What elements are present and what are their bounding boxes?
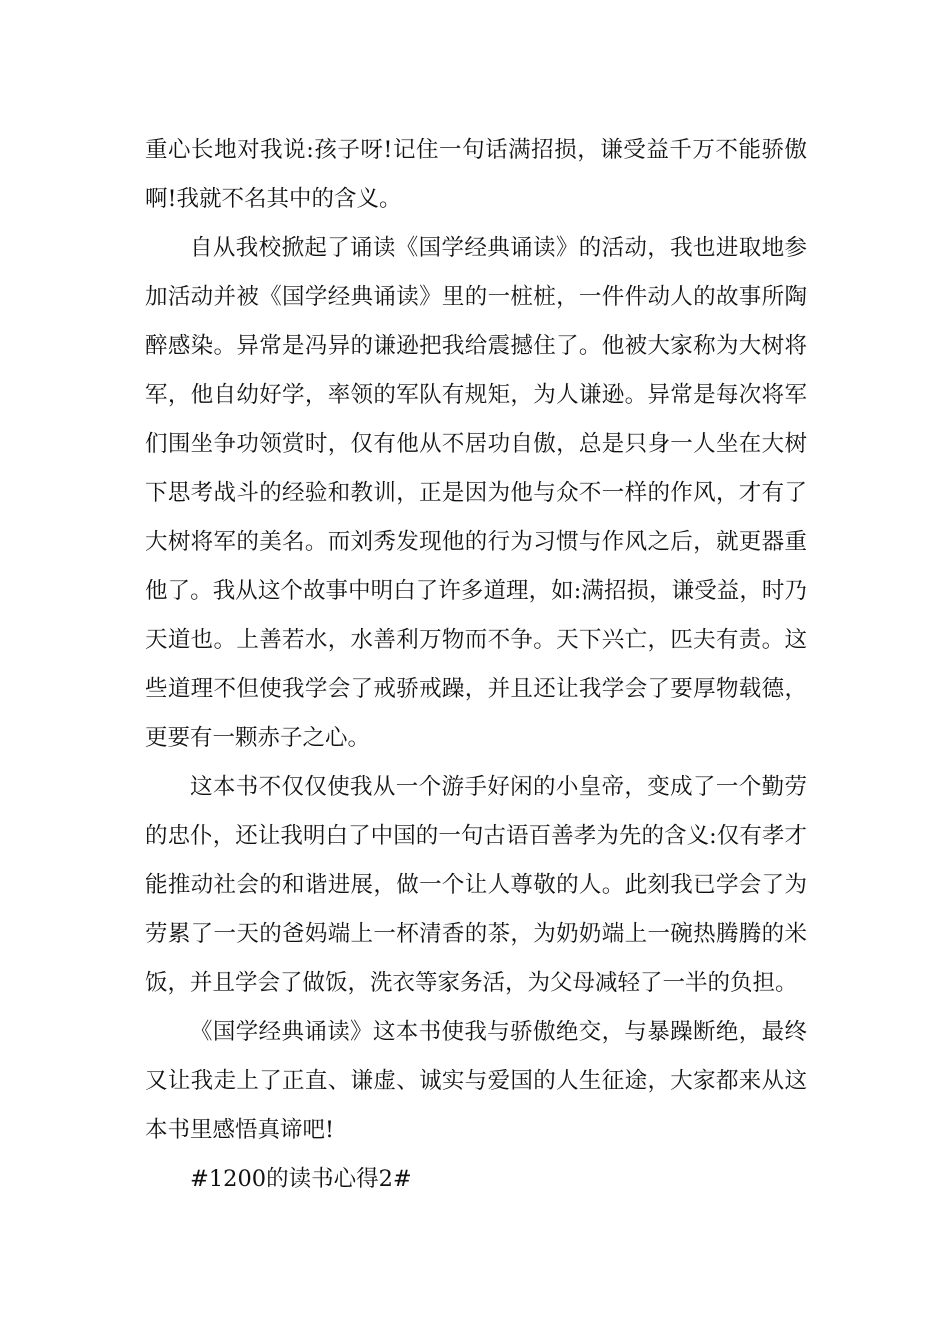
text-line: 些道理不但使我学会了戒骄戒躁，并且还让我学会了要厚物载德， — [145, 676, 807, 702]
text-line: 军，他自幼好学，率领的军队有规矩，为人谦逊。异常是每次将军 — [145, 382, 807, 408]
document-body — [145, 126, 807, 1204]
text-line: 天道也。上善若水，水善利万物而不争。天下兴亡，匹夫有责。这 — [145, 627, 807, 653]
text-line: 他了。我从这个故事中明白了许多道理，如:满招损，谦受益，时乃 — [145, 578, 807, 604]
text-line: 自从我校掀起了诵读《国学经典诵读》的活动，我也进取地参 — [190, 235, 807, 261]
text-line: 《国学经典诵读》这本书使我与骄傲绝交，与暴躁断绝，最终 — [190, 1019, 807, 1045]
text-line: 们围坐争功领赏时，仅有他从不居功自傲，总是只身一人坐在大树 — [145, 431, 807, 457]
text-line: 本书里感悟真谛吧! — [145, 1117, 335, 1143]
text-line: 重心长地对我说:孩子呀!记住一句话满招损，谦受益千万不能骄傲 — [145, 137, 807, 163]
text-line: 下思考战斗的经验和教训，正是因为他与众不一样的作风，才有了 — [145, 480, 807, 506]
text-line: 更要有一颗赤子之心。 — [145, 725, 371, 751]
text-line: 加活动并被《国学经典诵读》里的一桩桩，一件件动人的故事所陶 — [145, 284, 807, 310]
text-line: 啊!我就不名其中的含义。 — [145, 186, 402, 212]
text-line: 能推动社会的和谐进展，做一个让人尊敬的人。此刻我已学会了为 — [145, 872, 807, 898]
text-line: 劳累了一天的爸妈端上一杯清香的茶，为奶奶端上一碗热腾腾的米 — [145, 921, 807, 947]
text-line: 的忠仆，还让我明白了中国的一句古语百善孝为先的含义:仅有孝才 — [145, 823, 807, 849]
section-heading: #1200的读书心得2# — [190, 1166, 412, 1192]
text-line: 大树将军的美名。而刘秀发现他的行为习惯与作风之后，就更器重 — [145, 529, 807, 555]
text-line: 饭，并且学会了做饭，洗衣等家务活，为父母减轻了一半的负担。 — [145, 970, 798, 996]
text-line: 又让我走上了正直、谦虚、诚实与爱国的人生征途，大家都来从这 — [145, 1068, 807, 1094]
text-line: 醉感染。异常是冯异的谦逊把我给震撼住了。他被大家称为大树将 — [145, 333, 807, 359]
text-line: 这本书不仅仅使我从一个游手好闲的小皇帝，变成了一个勤劳 — [190, 774, 807, 800]
